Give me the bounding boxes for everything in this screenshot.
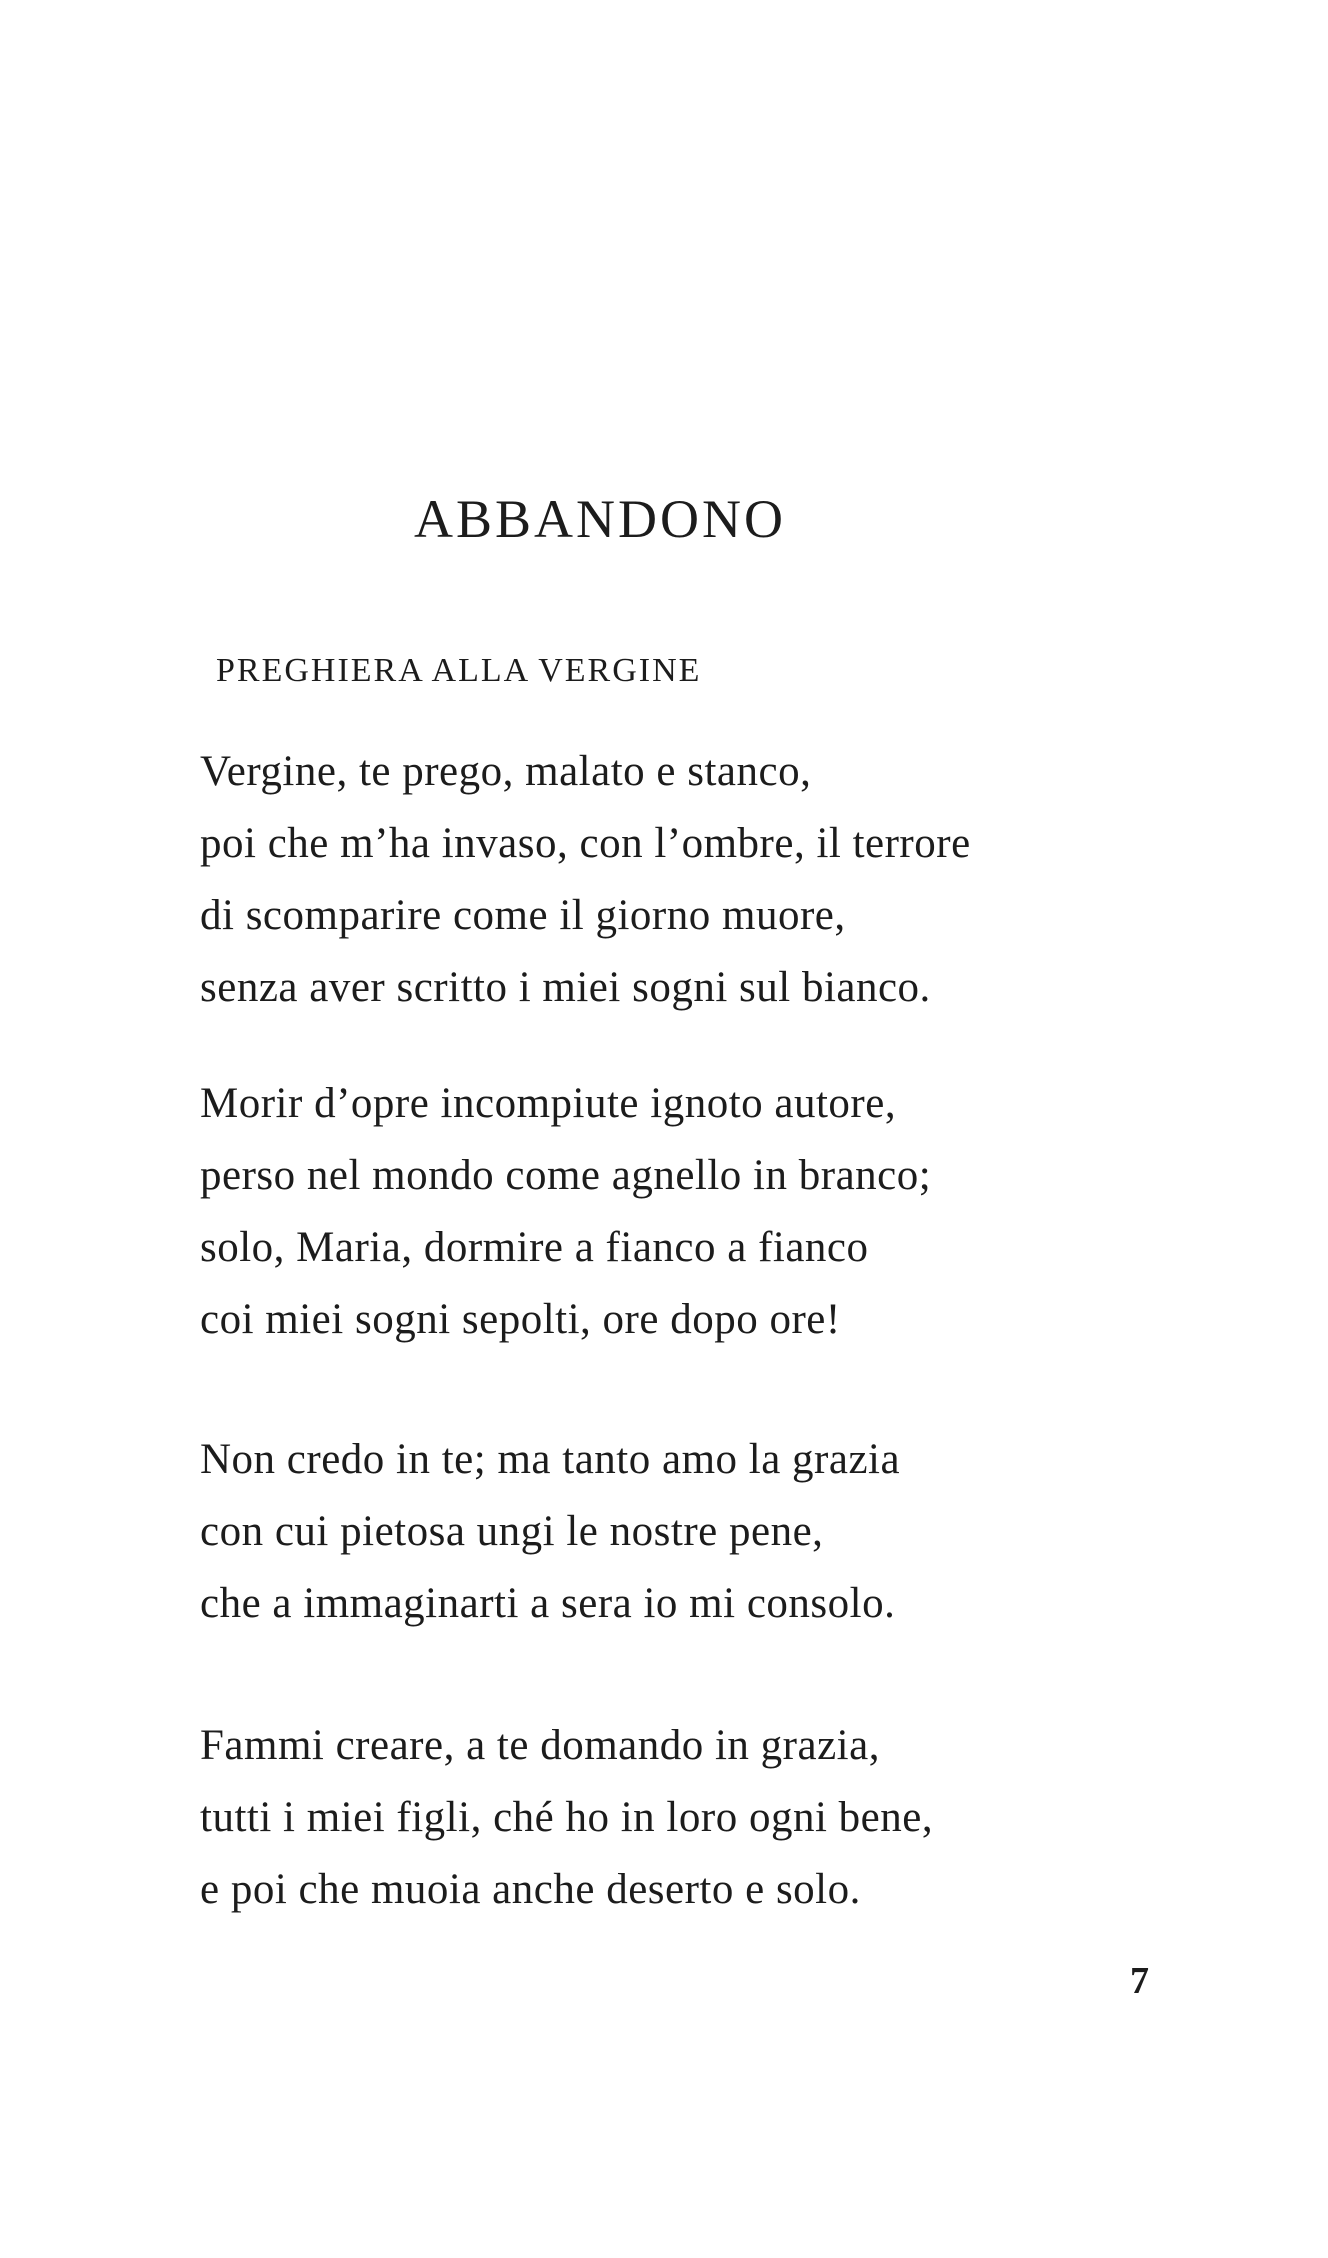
verse-line: Vergine, te prego, malato e stanco, <box>200 748 812 795</box>
stanza-2 <box>200 1068 1200 1356</box>
verse-line: poi che m’ha invaso, con l’ombre, il terrore <box>200 820 971 867</box>
verse-line: tutti i miei figli, ché ho in loro ogni bene, <box>200 1794 934 1841</box>
poem-title: ABBANDONO <box>414 489 787 549</box>
page-number: 7 <box>1130 1960 1149 2002</box>
verse-line: solo, Maria, dormire a fianco a fianco <box>200 1224 869 1271</box>
stanza-3 <box>200 1424 1200 1640</box>
verse-line: e poi che muoia anche deserto e solo. <box>200 1866 861 1913</box>
stanza-1 <box>200 736 1200 1024</box>
verse-line: con cui pietosa ungi le nostre pene, <box>200 1508 824 1555</box>
verse-line: senza aver scritto i miei sogni sul bianco. <box>200 964 931 1011</box>
verse-line: di scomparire come il giorno muore, <box>200 892 846 939</box>
verse-line: coi miei sogni sepolti, ore dopo ore! <box>200 1296 841 1343</box>
poem-subtitle: PREGHIERA ALLA VERGINE <box>216 652 702 689</box>
stanza-4 <box>200 1710 1200 1926</box>
verse-line: Fammi creare, a te domando in grazia, <box>200 1722 880 1769</box>
verse-line: Morir d’opre incompiute ignoto autore, <box>200 1080 897 1127</box>
verse-line: che a immaginarti a sera io mi consolo. <box>200 1580 896 1627</box>
verse-line: Non credo in te; ma tanto amo la grazia <box>200 1436 901 1483</box>
verse-line: perso nel mondo come agnello in branco; <box>200 1152 932 1199</box>
